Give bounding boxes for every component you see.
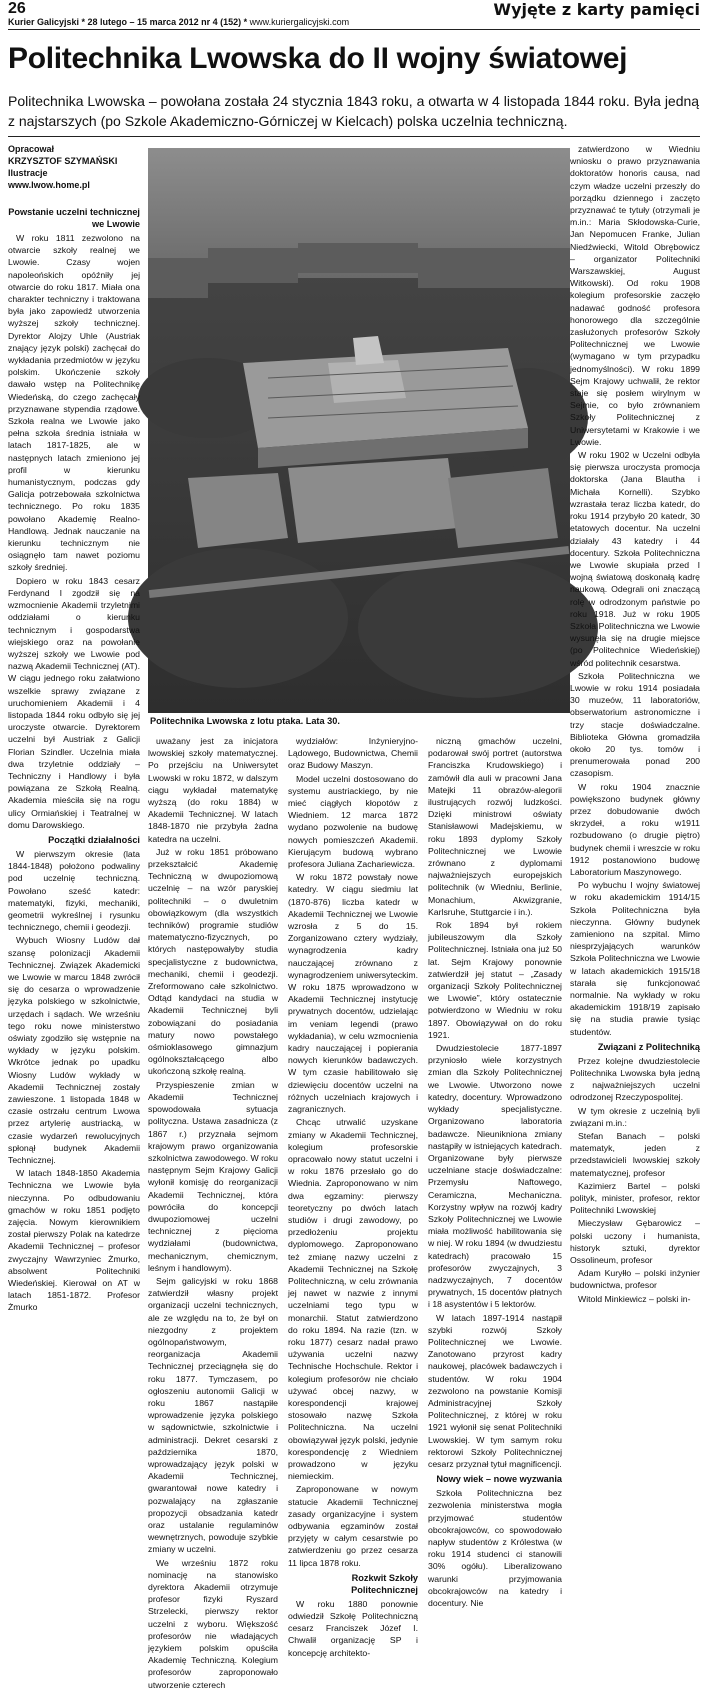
subheading: Nowy wiek – nowe wyzwania [436, 1474, 562, 1485]
paragraph: W roku 1880 ponownie odwiedził Szkołę Politechniczną cesarz Franciszek Józef I. Chwalił organizację SP i koncepcję architekto- [288, 1598, 418, 1658]
paragraph: niczną gmachów uczelni, podarował swój portret (autorstwa Franciszka Krudowskiego) i zamówił dla auli w pracowni Jana Matejki 11 obrazów-alegorii ilustrujących rozwój ludzkości. Dzięki ministrowi oświaty Stanisławowi Madejskiemu, w roku 1893 dyplomy Szkoły Politechnicznej we Lwowie zrównano z dyplomami najważniejszych europejskich politechnik (w Wiedniu, Berlinie, Monachium, Akwizgranie, Karlsruhe, Stuttgarcie i in.). [428, 736, 562, 917]
paragraph: Szkoła Politechniczna we Lwowie w roku 1914 posiadała 30 muzeów, 11 laboratoriów, obserwatorium astronomiczne i trzy stacje doświadczalne. Biblioteka Główna gromadziła około 20 tys. tomów i prenumerowała ponad 200 czasopism. [570, 670, 700, 779]
paragraph: Dwudziestolecie 1877-1897 przyniosło wiele korzystnych zmian dla Szkoły Politechnicznej we Lwowie. Utworzono nowe katedry, docentury. Wprowadzono wykłady specjalistyczne. Organizowano laboratoria badawcze. Nieunikniona zmiany nastąpiły w istniejących katedrach. Organizowane były pierwsze uczelniane stacje doświadczalne: Przemysłu Naftowego, Ceramiczna, Mechaniczna. Korzystny wpływ na rozwój kadry Szkoły Politechnicznej we Lwowie miała możliwość habilitowania się w niej. W roku 1894 (w dwudziestu katedrach) pracowało 15 profesorów zwyczajnych, 3 nadzwyczajnych, 7 docentów prywatnych, 15 docentów płatnych i 18 asystentów i 5 lektorów. [428, 1043, 562, 1310]
paragraph: Kazimierz Bartel – polski polityk, minister, profesor, rektor Politechniki Lwowskiej [570, 1180, 700, 1216]
paragraph: Przyspieszenie zmian w Akademii Technicznej spowodowała sytuacja polityczna. Ustawa zasadnicza (z 1867 r.) przyznała sejmom krajowym prawo organizowania szkolnictwa zawodowego. W roku następnym Sejm Krajowy Galicji wyłonił komisję do reorganizacji Akademii Technicznej, która powróciła do koncepcji dwupoziomowej uczelni technicznej z pięcioma wydziałami (budownictwa, mechanicznym, chemicznym, leśnym i handlowym). [148, 1079, 278, 1273]
paragraph: W tym okresie z uczelnią byli związani m.in.: [570, 1105, 700, 1128]
paragraph: Wybuch Wiosny Ludów dał szansę polonizacji Akademii Technicznej. Związek Akademicki we Lwowie w marcu 1848 zwrócił się do cesarza o wprowadzenie języka polskiego w szkolnictwie, urzędach i sądach. We wrześniu tego roku nowe ministerstwo oświaty zgodziło się wstępnie na wykłady w języku polskim. Wkrótce jednak po upadku Wiosny Ludów wykłady w Akademii Technicznej zostały zawieszone. 1 listopada 1848 w czasie ostrzału centrum Lwowa przez artylerię austriacką, w czasie wydarzeń rewolucyjnych spłonął budynek Akademii Technicznej. [8, 935, 140, 1166]
page-number: 26 [8, 0, 26, 17]
paragraph: Witold Minkiewicz – polski in- [578, 1293, 691, 1304]
column-5 [570, 143, 700, 1304]
paragraph: uważany jest za inicjatora lwowskiej szkoły matematycznej. Po przejściu na Uniwersytet Lwowski w roku 1872, w dalszym ciągu wykładał matematykę wyższą (do roku 1884) w Akademii Technicznej. W latach 1848-1870 nie przybyła żadna katedra na uczelni. [148, 736, 278, 844]
paragraph: Po wybuchu I wojny światowej w roku akademickim 1914/15 Szkoła Politechniczna była nieczynna. Główny budynek zamieniono na szpital. Mimo niesprzyjających warunków Szkoła Politechniczna we Lwowie w latach akademickich 1915/18 starała się funkcjonować normalnie. Na wykłady w roku akademickim 1918/19 zapisało się na studia prawie tysiąc studentów. [570, 880, 700, 1037]
header-rule [8, 29, 700, 30]
subheading: Powstanie uczelni technicznej we Lwowie [8, 207, 140, 229]
paragraph: Dopiero w roku 1843 cesarz Ferdynand I zgodził się na wzmocnienie Akademii trzyletnimi oddziałami o kierunku technicznym i gospodarstwa wiejskiego oraz na powołanie wyższej szkoły we Lwowie pod nazwą Akademii Technicznej (AT). W ciągu jednego roku załatwiono wszelkie sprawy związane z uruchomieniem Akademii i 4 listopada 1844 roku odbyło się jej uroczyste otwarcie. Dyrektorem uczelni był Austriak z Galicji Florian Szindler. Uczelnia miała dwa trzyletnie oddziały – Techniczny i Handlowy i była powiązana ze Szkołą Realną. Akademia mieściła się na rogu ulicy Ormiańskiej i Teatralnej w domu Darowskiego. [8, 575, 140, 830]
paragraph: Adam Kuryłło – polski inżynier budownictwa, profesor [570, 1268, 700, 1291]
subheading: Początki działalności [48, 834, 140, 845]
aerial-photo [148, 148, 570, 713]
paragraph: W latach 1848-1850 Akademia Techniczna we Lwowie była nieczynna. Po odbudowaniu gmachów w roku 1851 podjęto zajęcia. Nowym kierownikiem został pierwszy Polak na katedrze Akademii Technicznej – profesor zwyczajny Wawrzyniec Żmurko, absolwent Politechniki Wiedeńskiej. Kierował on AT w latach 1851-1872. Profesor Żmurko [8, 1168, 140, 1313]
paragraph: Szkoła Politechniczna bez zezwolenia ministerstwa mogła przyjmować studentów obcokrajowców, co spowodowało napływ studentów z Królestwa (w roku 1914 studenci ci stanowili 30% ogółu). Liberalizowano warunki przyjmowania obcokrajowców na katedry i docentury. Nie [428, 1488, 562, 1609]
paragraph: wydziałów: Inżynieryjno-Lądowego, Budownictwa, Chemii oraz Budowy Maszyn. [288, 736, 418, 771]
paragraph: Model uczelni dostosowano do systemu austriackiego, by nie mieć ciągłych kłopotów z Wiedniem. 12 marca 1872 wydano pozwolenie na budowę nowych pomieszczeń Akademii. Kierującym budową wybrano profesora Juliana Zachariewicza. [288, 773, 418, 870]
paragraph: Zaproponowane w nowym statucie Akademii Technicznej zasady organizacyjne i system odbywania egzaminów został przyjęty w całym cesarstwie po zatwierdzeniu go przez cesarza 11 lipca 1878 roku. [288, 1484, 418, 1568]
website-link[interactable]: www.kuriergalicyjski.com [249, 17, 350, 27]
paragraph: Chcąc utrwalić uzyskane zmiany w Akademii Technicznej, kolegium profesorskie opracowało nowy statut uczelni i w roku 1876 przesłało go do Wiednia. Zaproponowano w nim dwa egzaminy: pierwszy teoretyczny po dwóch latach studiów i drugi zawodowy, po przedłożeniu projektu dyplomowego. Zaproponowano też zmianę nazwy uczelni z Akademii Technicznej na Szkołę Politechniczną, w celu zrównania jej nawet w nazwie z innymi uczelniami tego typu w monarchii. Statut zatwierdzono do roku 1894. Na razie (tzn. w roku 1877) cesarz nadał prawo używania uczelni nazwy Technische Hochschule. Rektor i kolegium profesorów nie chciało używać obcej nazwy, w korespondencji krajowej stosowało nazwę Szkoła Politechniczna. Na uczelni obowiązywał język polski, jedynie korespondencję z Wiedniem prowadzono w języku niemieckim. [288, 1117, 418, 1482]
column-2 [148, 735, 278, 1690]
issue-info: Kurier Galicyjski * 28 lutego – 15 marca 2012 nr 4 (152) * [8, 17, 250, 27]
paragraph: Mieczysław Gębarowicz – polski uczony i humanista, historyk sztuki, dyrektor Ossolineum, profesor [570, 1218, 700, 1266]
column-1 [8, 203, 140, 1313]
article-lead: Politechnika Lwowska – powołana została 24 stycznia 1843 roku, a otwarta w 4 listopada 1844 roku. Była jedną z najstarszych (po Szkole Akademiczno-Górniczej w Kielcach) polska uczelnia techniczną. [8, 93, 700, 129]
author-name: KRZYSZTOF SZYMAŃSKI [8, 156, 118, 166]
lead-rule [8, 136, 700, 137]
paragraph: W roku 1811 zezwolono na otwarcie szkoły realnej we Lwowie. Czasy wojen napoleońskich opóźniły jej otwarcie do roku 1817. Miała ona charakter techniczny i traktowana była jako zapowiedź utworzenia wyższej szkoły technicznej. Dyrektor Alojzy Uhle (Austriak znający język polski) zachęcał do wykładania przedmiotów w języku polskim. Ukończenie szkoły dawało wstęp na Politechnikę Wiedeńską, do czego zachęcały przyznawane stypendia rządowe. Szkoła realna we Lwowie jako pełna szkoła średnia istniała w latach 1817-1825, ale w następnych latach zmieniono jej profil w kierunku humanistycznym, podczas gdy Galicja potrzebowała szkolnictwa technicznego. Po roku 1835 powołano Akademię Realno-Handlową. Jednak nauczanie na kierunku technicznym nie osiągnęło tam nawet poziomu szkoły średniej. [8, 233, 140, 573]
column-3 [288, 735, 418, 1658]
illustrations-source[interactable]: www.lwow.home.pl [8, 180, 90, 190]
paragraph: W roku 1904 znacznie powiększono budynek główny przez dobudowanie dwóch skrzydeł, a roku w1911 rozbudowano (o drugie piętro) budynek chemii i wreszcie w roku 1912 postanowiono budowę Laboratorium Maszynowego. [570, 781, 700, 877]
credits-label: Opracował [8, 144, 55, 154]
paragraph: W roku 1902 w Uczelni odbyła się pierwsza uroczysta promocja doktorska (Jana Blautha i Michała Kornelli). Szybko wzrastała teraz liczba katedr, do roku 1914 przybyło 20 katedr, 30 etatowych docentur. Na uczelni działały 43 katedry i 44 docentury. Szkoła Politechniczna we Lwowie skupiała przed I wojną światową doskonałą kadrę naukową. Odegrali oni znaczącą rolę w odrodzonym państwie po roku 1918. Już w roku 1905 Szkoła Politechniczna we Lwowie wysunęła się na drugie miejsce (po Politechnice Wiedeńskiej) wśród politechnik cesarstwa. [570, 450, 700, 668]
paragraph: W pierwszym okresie (lata 1844-1848) położono podwaliny pod uczelnię techniczną. Powołano sześć katedr: matematyki, fizyki, mechaniki, geometrii wykreślnej i rysunku technicznego, chemii i geodezji. [8, 848, 140, 933]
paragraph: Rok 1894 był rokiem jubileuszowym dla Szkoły Politechnicznej. Istniała ona już 50 lat. Sejm Krajowy ponownie zatwierdził jej statut – „Zasady organizacji Szkoły Politechnicznej we Lwowie”, który ostatecznie potwierdzono w Wiedniu w roku 1897. Obowiązywał on do roku 1921. [428, 920, 562, 1040]
article-title: Politechnika Lwowska do II wojny światowej [8, 42, 628, 75]
paragraph: Stefan Banach – polski matematyk, jeden z przedstawicieli lwowskiej szkoły matematycznej, profesor [570, 1131, 700, 1178]
illustrations-label: Ilustracje [8, 168, 48, 178]
paragraph: Przez kolejne dwudziestolecie Politechnika Lwowska była jedną z najważniejszych uczelni odrodzonej Rzeczypospolitej. [570, 1055, 700, 1103]
credits [8, 143, 143, 191]
paragraph: W roku 1872 powstały nowe katedry. W ciągu siedmiu lat (1870-876) liczba katedr w Akademii Technicznej we Lwowie wzrosła z 5 do 15. Zorganizowano cztery wydziały, wynagrodzenia kadry nauczającej zrównano z wynagrodzeniem uniwersyteckim. W roku 1875 wprowadzono w Akademii Technicznej instytucję prywatnych docentów, udzielając im veniam legendi (prawo wykładania), w celu wzmocnienia kadry nauczającej i popierania nowych kierunków badawczych. W tym czasie habilitowało się dziewięciu docentów uczelni na różnych uczelniach krajowych i zagranicznych. [288, 872, 418, 1115]
subheading: Rozkwit Szkoły Politechnicznej [351, 1572, 418, 1595]
aerial-photo-image [148, 148, 570, 713]
paragraph: We wrześniu 1872 roku nominację na stanowisko dyrektora Akademii otrzymuje profesor fizyki Ryszard Strzelecki, pierwszy rektor uczelni z wyboru. Większość profesorów nie władających językiem polskim opuściła Akademię Techniczną. Kolegium profesorów zaproponowało utworzenie czterech [148, 1557, 278, 1690]
issue-line [8, 17, 349, 27]
paragraph: Sejm galicyjski w roku 1868 zatwierdził własny projekt organizacji uczelni technicznych, ale ze względu na to, że był on niezgodny z projektem ogólnopaństwowym, reorganizacja Akademii Technicznej przeciągnęła się do roku 1877. Tymczasem, po ogłoszeniu autonomii Galicji w roku 1867 nastąpiłe wprowadzenie języka polskiego w sądownictwie, szkolnictwie i administracji. Dekret cesarski z październikа 1870, wprowadzający język polski w Akademii Technicznej, gwarantował nowe katedry i pozwalający na zgłaszanie propozycji obsadzania katedr oraz ustalanie regulaminów wewnętrznych, powoduje szybkie zmiany w uczelni. [148, 1275, 278, 1555]
column-4 [428, 735, 562, 1609]
photo-caption: Politechnika Lwowska z lotu ptaka. Lata 30. [150, 716, 340, 726]
page-header [8, 0, 700, 30]
subheading: Związani z Politechniką [597, 1041, 700, 1052]
section-title: Wyjęte z karty pamięci [493, 0, 700, 19]
paragraph: W latach 1897-1914 nastąpił szybki rozwój Szkoły Politechnicznej we Lwowie. Zanotowano przyrost kadry naukowej, placówek badawczych i studentów. W roku 1904 zezwolono na powstanie Komisji Administracyjnej Szkoły Politechnicznej, z której w roku 1921 wyłonił się senat Politechniki Lwowskiej. W tym samym roku rektorowi Szkoły Politechnicznej cesarz przyznał tytuł magnificencji. [428, 1312, 562, 1469]
paragraph: zatwierdzono w Wiedniu wniosku o prawo przyznawania doktoratów honoris causa, nad czym władze uczelni przeszły do porządku dziennego i zaczęto przyznawać te tytuły (otrzymali je m.in.: Maria Skłodowska-Curie, Jan Nepomucen Franke, Julian Niedźwiecki, Witold Obrębowicz – organizator Politechniki Warszawskiej, August Witkowski). Od roku 1908 kolegium profesorskie zaczęło nadawać godność profesora honorowego dla szczególnie zasłużonych profesorów Szkoły Politechnicznej we Lwowie (wymagano w tym przypadku jednomyślności). W roku 1899 Sejm Krajowy uchwalił, że rektor staje się posłem wirylnym w Sejmie, co było zrównaniem Szkoły Politechnicznej z Uniwersytetami w Krakowie i we Lwowie. [570, 144, 700, 447]
paragraph: Już w roku 1851 próbowano przekształcić Akademię Techniczną w dwupoziomową uczelnię – na wzór paryskiej politechniki – o dwuletnim obowiązkowym (dla wszystkich techników) programie studiów matematyczno-fizycznych, po których następowałyby studia specjalistyczne z budownictwa, mechaniki, chemii i geodezji. Zreformowano całe szkolnictwo. Odtąd kandydaci na studia w Akademii Technicznej byli zobowiązani do posiadania matury nowo powstałego ośmioklasowego gimnazjum ogólnokształcącego albo ukończoną szkołę realną. [148, 846, 278, 1077]
